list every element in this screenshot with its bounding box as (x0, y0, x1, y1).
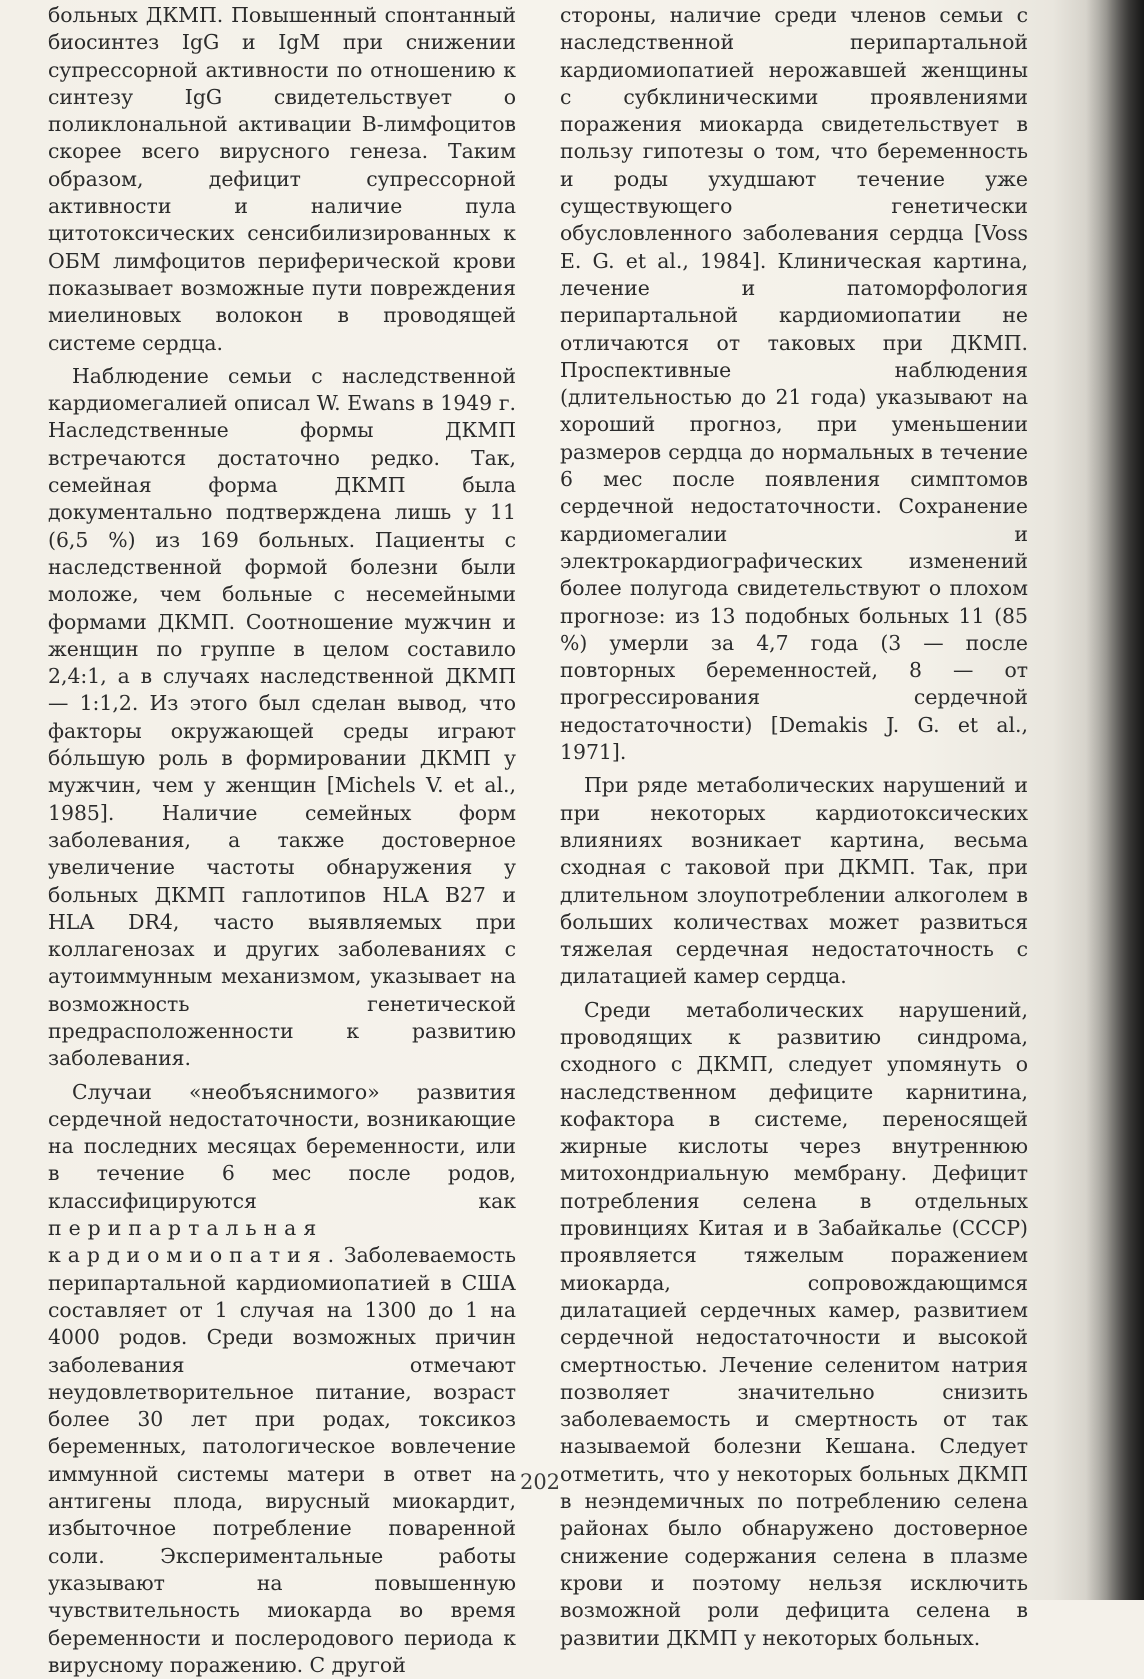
term-peripartum-cardiomyopathy: перипартальная кардиомиопатия (48, 1216, 328, 1268)
left-column (48, 2, 516, 1679)
left-paragraph-3 (48, 1079, 516, 1679)
right-paragraph-2: При ряде метаболических нарушений и при некоторых кардиотоксических влияниях возникает картина, весьма сходная с таковой при ДКМП. Так, при длительном злоупотреблении алкоголем в больших количествах может развиться тяжелая сердечная недостаточность с дилатацией камер сердца. (560, 773, 1028, 989)
right-paragraph-3: Среди метаболических нарушений, проводящих к развитию синдрома, сходного с ДКМП, следует упомянуть о наследственном дефиците карнитина, кофактора в системе, переносящей жирные кислоты через внутреннюю митохондриальную мембрану. Дефицит потребления селена в отдельных провинциях Китая и в Забайкалье (СССР) проявляется тяжелым поражением миокарда, сопровождающимся дилатацией сердечных камер, развитием сердечной недостаточности и высокой смертностью. Лечение селенитом натрия позволяет значительно снизить заболеваемость и смертность от так называемой болезни Кешана. Следует отметить, что у некоторых больных ДКМП в неэндемичных по потреблению селена районах было обнаружено достоверное снижение содержания селена в плазме крови и поэтому нельзя исключить возможной роли дефицита селена в развитии ДКМП у некоторых больных. (560, 997, 1028, 1650)
left-paragraph-3-start: Случаи «необъяснимого» развития сердечной недостаточности, возникающие на последних месяцах беременности, или в течение 6 мес после родов, классифицируются как (48, 1079, 516, 1213)
left-paragraph-2: Наблюдение семьи с наследственной кардиомегалией описал W. Ewans в 1949 г. Наследственные формы ДКМП встречаются достаточно редко. Так, семейная форма ДКМП была документально подтверждена лишь у 11 (6,5 %) из 169 больных. Пациенты с наследственной формой болезни были моложе, чем больные с несемейными формами ДКМП. Соотношение мужчин и женщин по группе в целом составило 2,4:1, а в случаях наследственной ДКМП — 1:1,2. Из этого был сделан вывод, что факторы окружающей среды играют бóльшую роль в формировании ДКМП у мужчин, чем у женщин [Michels V. et al., 1985]. Наличие семейных форм заболевания, а также достоверное увеличение частоты обнаружения у больных ДКМП гаплотипов HLA B27 и HLA DR4, часто выявляемых при коллагенозах и других заболеваниях с аутоиммунным механизмом, указывает на возможность генетической предрасположенности к развитию заболевания. (48, 363, 516, 1071)
page-number: 202 (519, 1470, 561, 1494)
book-binding-shadow (1086, 0, 1144, 1600)
right-column (560, 2, 1028, 1652)
left-paragraph-1: больных ДКМП. Повышенный спонтанный биосинтез IgG и IgM при снижении супрессорной активности по отношению к синтезу IgG свидетельствует о поликлональной активации В-лимфоцитов скорее всего вирусного генеза. Таким образом, дефицит супрессорной активности и наличие пула цитотоксических сенсибилизированных к ОБМ лимфоцитов периферической крови показывает возможные пути повреждения миелиновых волокон в проводящей системе сердца. (48, 3, 516, 355)
left-paragraph-3-end: . Заболеваемость перипартальной кардиомиопатией в США составляет от 1 случая на 1300 до 1 на 4000 родов. Среди возможных причин заболевания отмечают неудовлетворительное питание, возраст более 30 лет при родах, токсикоз беременных, патологическое вовлечение иммунной системы матери в ответ на антигены плода, вирусный миокардит, избыточное потребление поваренной соли. Экспериментальные работы указывают на повышенную чувствительность миокарда во время беременности и послеродового периода к вирусному поражению. С другой (48, 1243, 516, 1677)
right-paragraph-1: стороны, наличие среди членов семьи с наследственной перипартальной кардиомиопатией нерожавшей женщины с субклиническими проявлениями поражения миокарда свидетельствует в пользу гипотезы о том, что беременность и роды ухудшают течение уже существующего генетически обусловленного заболевания сердца [Voss E. G. et al., 1984]. Клиническая картина, лечение и патоморфология перипартальной кардиомиопатии не отличаются от таковых при ДКМП. Проспективные наблюдения (длительностью до 21 года) указывают на хороший прогноз, при уменьшении размеров сердца до нормальных в течение 6 мес после появления симптомов сердечной недостаточности. Сохранение кардиомегалии и электрокардиографических изменений более полугода свидетельствуют о плохом прогнозе: из 13 подобных больных 11 (85 %) умерли за 4,7 года (3 — после повторных беременностей, 8 — от прогрессирования сердечной недостаточности) [Demakis J. G. et al., 1971]. (560, 3, 1028, 765)
